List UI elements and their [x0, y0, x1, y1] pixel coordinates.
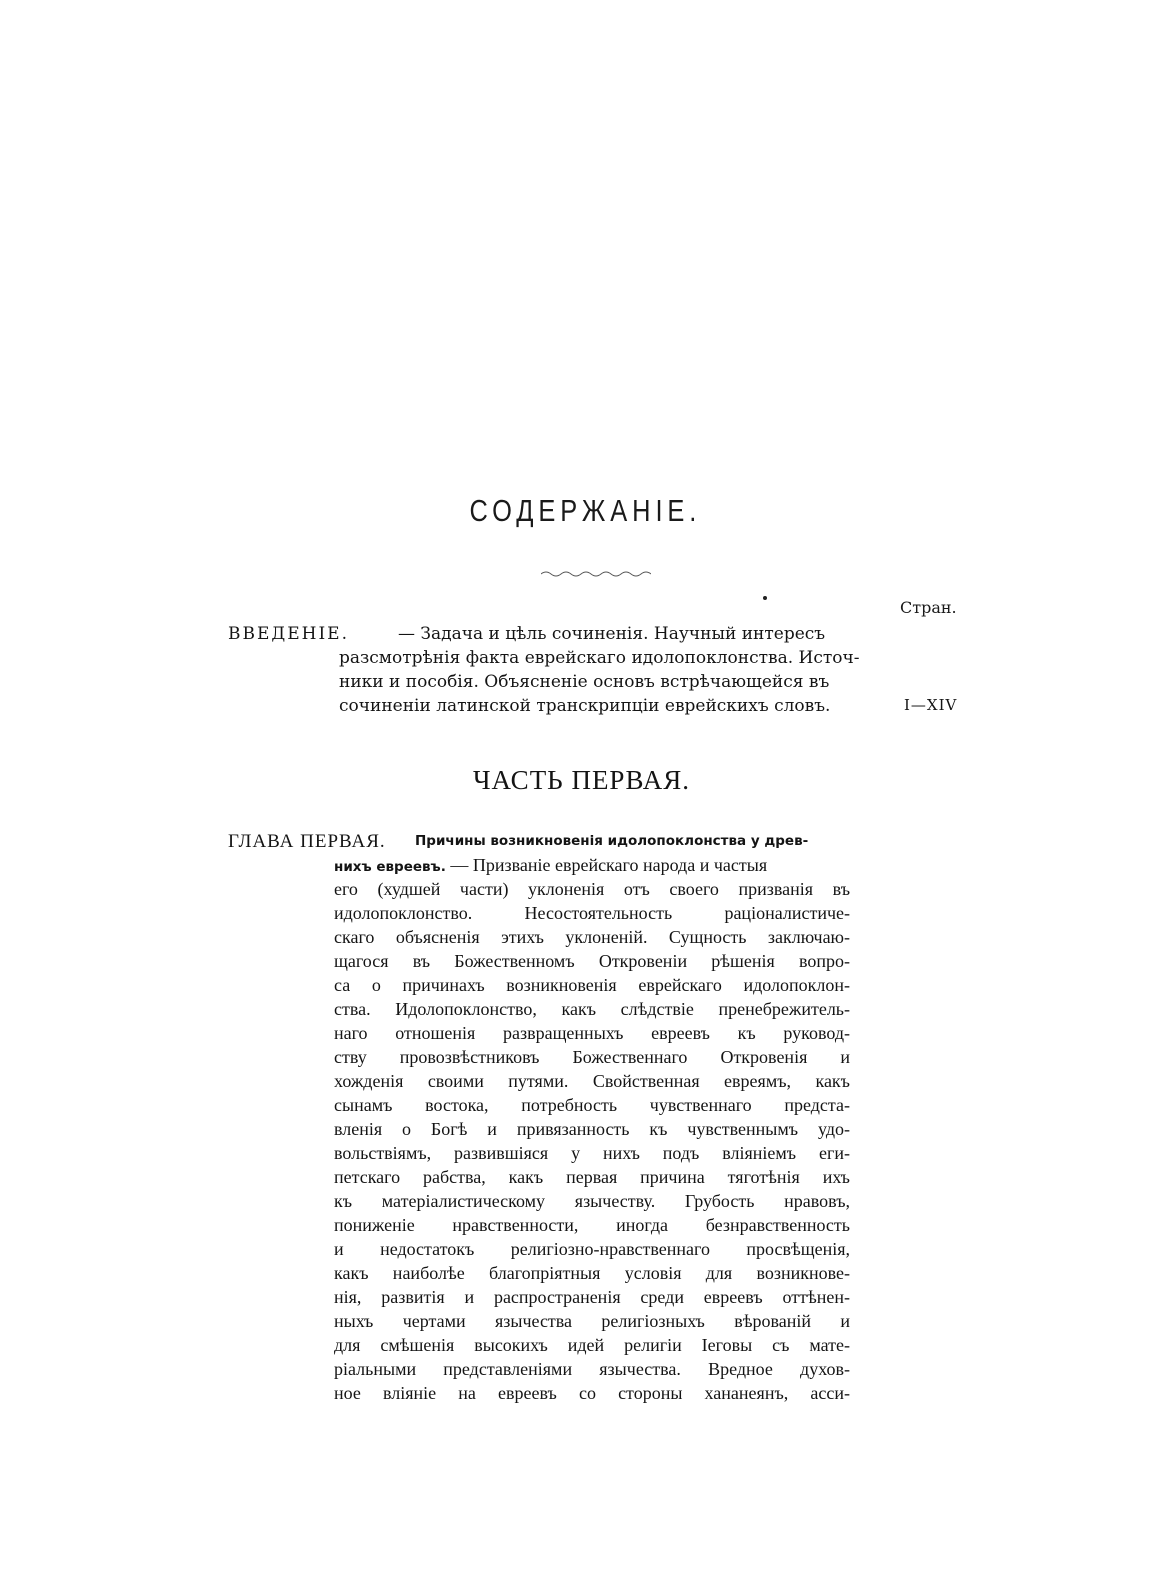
chapter-line: наго отношенія развращенныхъ евреевъ къ руковод-: [334, 1023, 850, 1043]
chapter-line: ное вліяніе на евреевъ со стороны хананеянъ, асси-: [334, 1383, 850, 1403]
chapter-line: вленія о Богѣ и привязанность къ чувственнымъ удо-: [334, 1119, 850, 1139]
chapter-line: для смѣшенія высокихъ идей религіи Іеговы съ мате-: [334, 1335, 850, 1355]
chapter-line: вольствіямъ, развившіяся у нихъ подъ вліяніемъ еги-: [334, 1143, 850, 1163]
chapter-heading: ГЛАВА ПЕРВАЯ.: [228, 831, 386, 852]
chapter-line: ныхъ чертами язычества религіозныхъ вѣрованій и: [334, 1311, 850, 1331]
introduction-heading: ВВЕДЕНІЕ.: [228, 624, 349, 644]
chapter-line: пониженіе нравственности, иногда безнравственность: [334, 1215, 850, 1235]
chapter-line: [334, 855, 850, 877]
chapter-line: какъ наиболѣе благопріятныя условія для возникнове-: [334, 1263, 850, 1283]
print-speck: [763, 596, 767, 600]
chapter-line-rest: — Призваніе еврейскаго народа и частыя: [445, 855, 768, 875]
chapter-line: къ матеріалистическому язычеству. Грубость нравовъ,: [334, 1191, 850, 1211]
chapter-line: петскаго рабства, какъ первая причина тяготѣнія ихъ: [334, 1167, 850, 1187]
introduction-page-range: I—XIV: [904, 696, 958, 714]
introduction-line: разсмотрѣнія факта еврейскаго идолопоклонства. Источ-: [339, 648, 860, 668]
chapter-line: его (худшей части) уклоненія отъ своего призванія въ: [334, 879, 850, 899]
chapter-line: ріальными представленіями язычества. Вредное духов-: [334, 1359, 850, 1379]
chapter-line: идолопоклонство. Несостоятельность раціоналистиче-: [334, 903, 850, 923]
chapter-line: скаго объясненія этихъ уклоненій. Сущность заключаю-: [334, 927, 850, 947]
chapter-line: са о причинахъ возникновенія еврейскаго идолопоклон-: [334, 975, 850, 995]
chapter-line: нія, развитія и распространенія среди евреевъ оттѣнен-: [334, 1287, 850, 1307]
chapter-line: и недостатокъ религіозно-нравственнаго просвѣщенія,: [334, 1239, 850, 1259]
chapter-title: Причины возникновенія идолопоклонства у древ-: [415, 833, 809, 849]
chapter-title-end: нихъ евреевъ.: [334, 859, 446, 875]
page-column-label: Стран.: [900, 598, 957, 617]
part-heading: ЧАСТЬ ПЕРВАЯ.: [472, 765, 691, 795]
chapter-line: ству провозвѣстниковъ Божественнаго Откровенія и: [334, 1047, 850, 1067]
page-title: СОДЕРЖАНІЕ.: [469, 493, 702, 528]
chapter-line: щагося въ Божественномъ Откровеніи рѣшенія вопро-: [334, 951, 850, 971]
chapter-line: хожденія своими путями. Свойственная евреямъ, какъ: [334, 1071, 850, 1091]
title-ornament: [541, 570, 651, 578]
chapter-line: ства. Идолопоклонство, какъ слѣдствіе пренебрежитель-: [334, 999, 850, 1019]
introduction-line: сочиненіи латинской транскрипціи еврейскихъ словъ.: [339, 696, 831, 716]
chapter-line: сынамъ востока, потребность чувственнаго предста-: [334, 1095, 850, 1115]
introduction-line: — Задача и цѣль сочиненія. Научный интересъ: [398, 624, 826, 644]
introduction-line: ники и пособія. Объясненіе основъ встрѣчающейся въ: [339, 672, 830, 692]
